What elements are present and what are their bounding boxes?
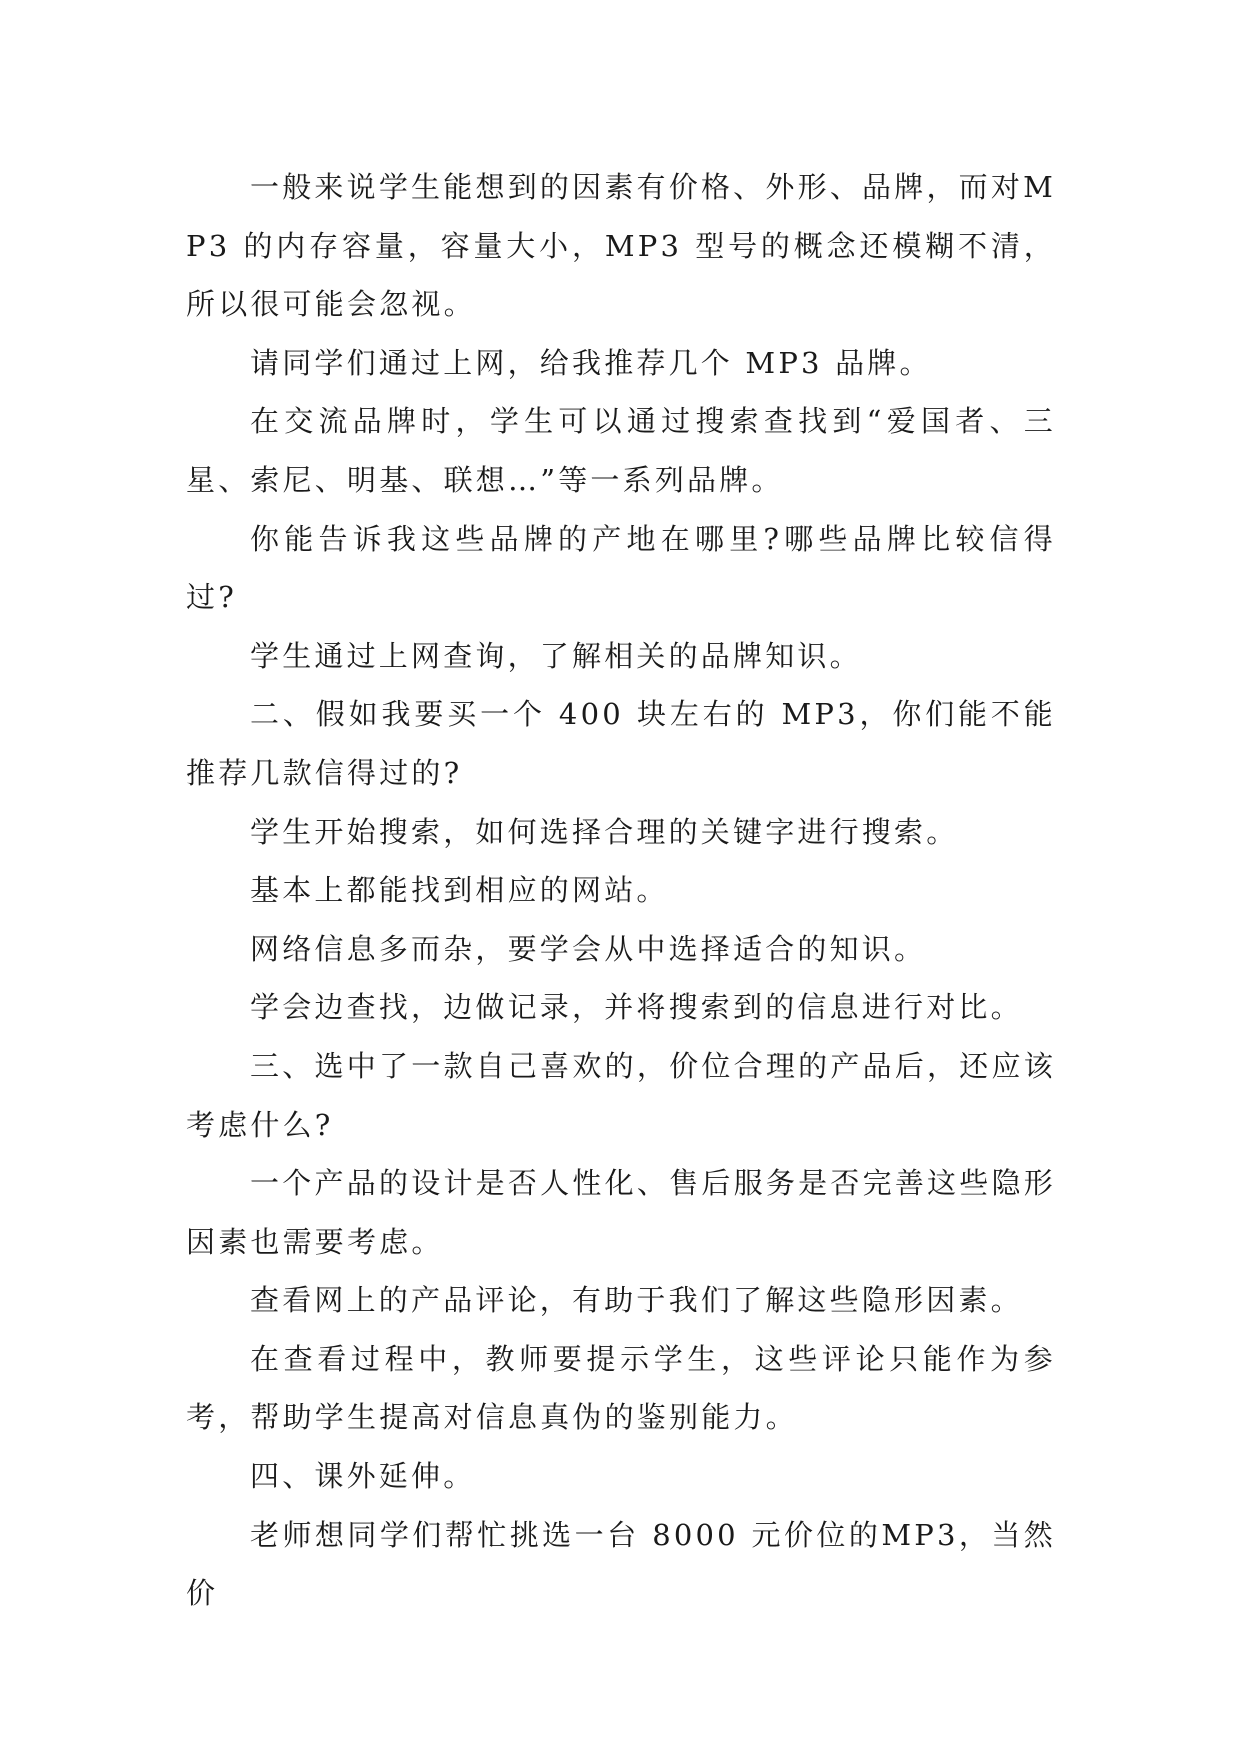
paragraph: 老师想同学们帮忙挑选一台 8000 元价位的MP3，当然价: [186, 1517, 1056, 1611]
paragraph: 基本上都能找到相应的网站。: [250, 873, 669, 908]
paragraph: 二、假如我要买一个 400 块左右的 MP3，你们能不能推荐几款信得过的?: [186, 697, 1056, 790]
paragraph: 你能告诉我这些品牌的产地在哪里?哪些品牌比较信得过?: [186, 521, 1056, 615]
paragraph: 在查看过程中，教师要提示学生，这些评论只能作为参考，帮助学生提高对信息真伪的鉴别能力。: [186, 1341, 1056, 1435]
paragraph: 网络信息多而杂，要学会从中选择适合的知识。: [250, 931, 927, 966]
paragraph: 请同学们通过上网，给我推荐几个 MP3 品牌。: [250, 345, 932, 380]
paragraph: 学生通过上网查询，了解相关的品牌知识。: [250, 638, 862, 673]
paragraph: 学会边查找，边做记录，并将搜索到的信息进行对比。: [250, 990, 1023, 1025]
paragraph: 学生开始搜索，如何选择合理的关键字进行搜索。: [250, 814, 959, 849]
paragraph: 查看网上的产品评论，有助于我们了解这些隐形因素。: [250, 1283, 1023, 1318]
paragraph: 一般来说学生能想到的因素有价格、外形、品牌，而对MP3 的内存容量，容量大小，MP3 型号的概念还模糊不清，所以很可能会忽视。: [186, 170, 1056, 322]
document-body: [186, 158, 1056, 1623]
paragraph: 在交流品牌时，学生可以通过搜索查找到“爱国者、三星、索尼、明基、联想…”等一系列品牌。: [186, 404, 1056, 497]
paragraph: 一个产品的设计是否人性化、售后服务是否完善这些隐形因素也需要考虑。: [186, 1166, 1056, 1259]
paragraph: 四、课外延伸。: [250, 1459, 476, 1494]
paragraph: 三、选中了一款自己喜欢的，价位合理的产品后，还应该考虑什么?: [186, 1048, 1056, 1142]
